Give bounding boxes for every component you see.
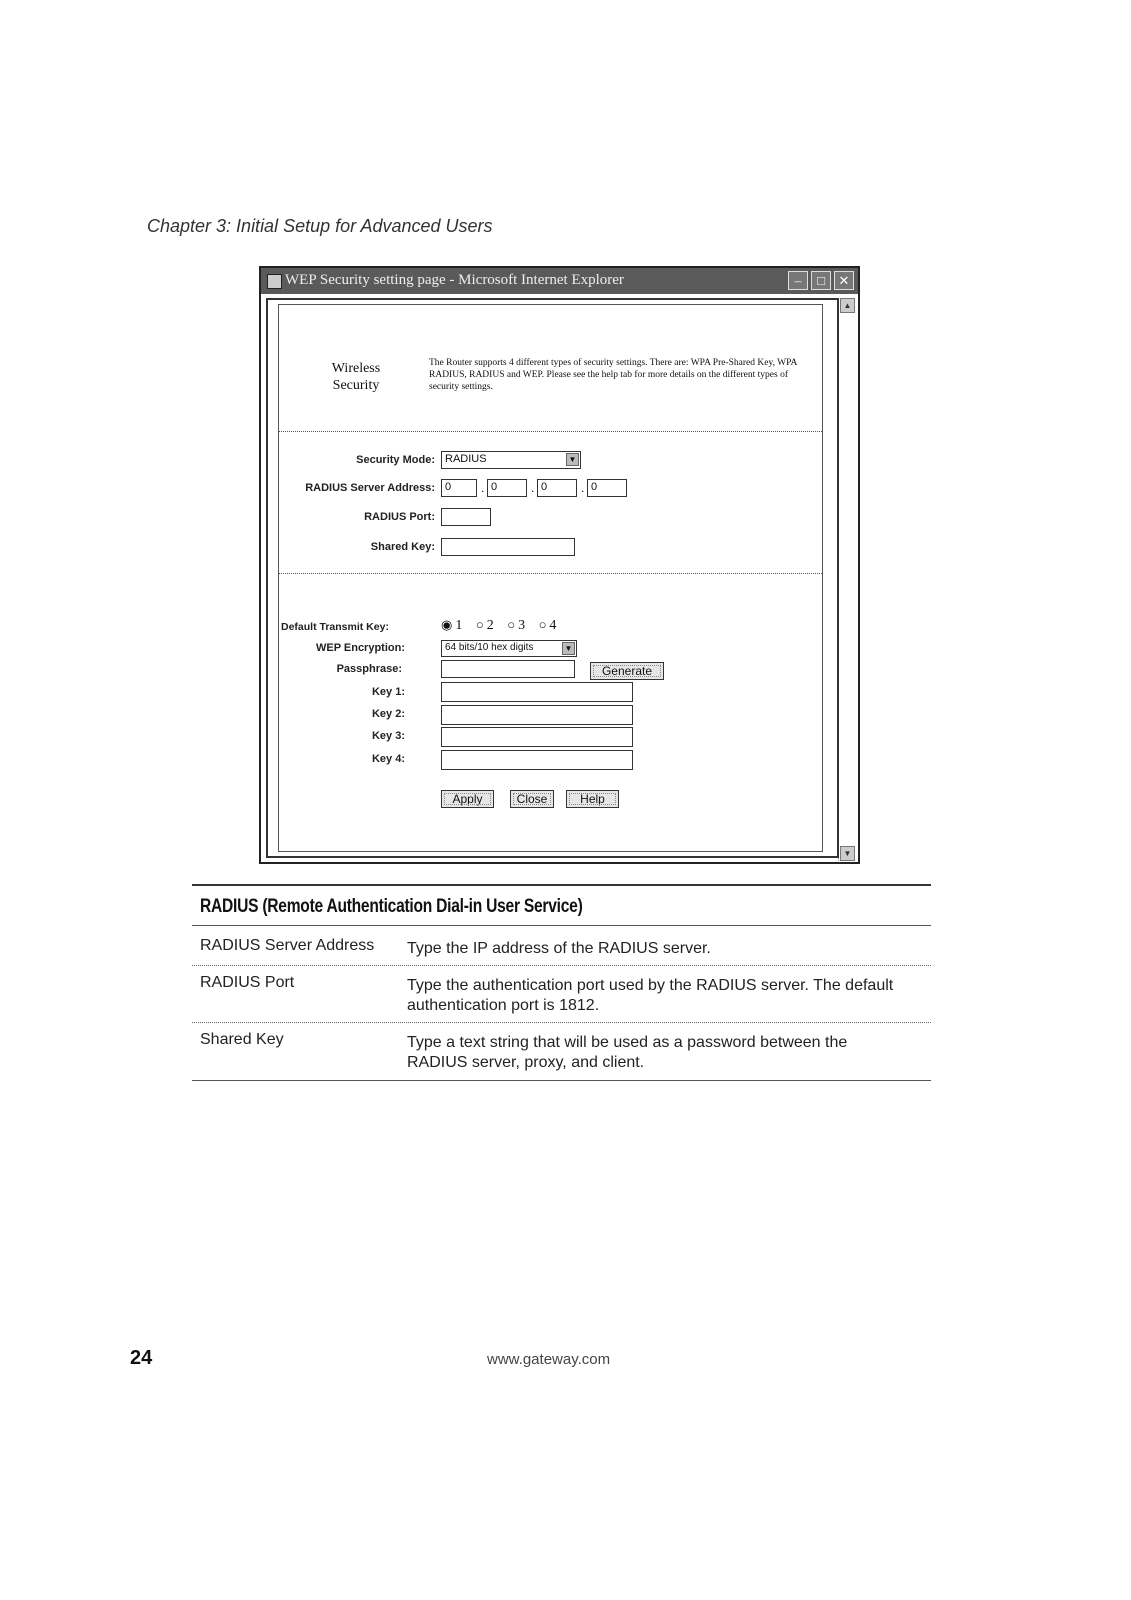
apply-button[interactable]: Apply	[441, 790, 494, 808]
table-top-rule	[192, 884, 931, 886]
close-button[interactable]: Close	[510, 790, 554, 808]
footer-url: www.gateway.com	[487, 1351, 611, 1368]
ip-octet-1-input[interactable]: 0	[441, 479, 477, 497]
table-rule	[192, 925, 931, 926]
ip-separator: .	[481, 481, 485, 495]
wep-encryption-select[interactable]	[441, 640, 577, 657]
transmit-key-radio-2[interactable]: ○ 2	[475, 617, 494, 633]
table-term: Shared Key	[200, 1031, 284, 1048]
table-rule	[192, 1022, 931, 1023]
table-definition: Type the authentication port used by the RADIUS server. The default authentication port is 1812.	[407, 977, 894, 1014]
table-heading: RADIUS (Remote Authentication Dial-in User Service)	[200, 896, 583, 917]
radius-port-label: RADIUS Port:	[364, 511, 435, 523]
radio-empty-icon: ○	[475, 617, 484, 632]
security-mode-select[interactable]	[441, 451, 581, 469]
chapter-header: Chapter 3: Initial Setup for Advanced Users	[147, 216, 493, 236]
ie-app-icon	[267, 274, 282, 289]
close-icon[interactable]: ✕	[834, 271, 854, 290]
page-number: 24	[130, 1347, 153, 1369]
security-description: The Router supports 4 different types of security settings. There are: WPA Pre-Shared Key, WPA RADIUS, RADIUS and WEP. Please see the help tab for more details on the different types of security settings.	[429, 358, 797, 392]
window-title: WEP Security setting page - Microsoft Internet Explorer	[285, 272, 624, 288]
browser-window	[259, 266, 860, 864]
transmit-key-radio-group	[441, 617, 566, 634]
security-mode-label: Security Mode:	[356, 454, 435, 466]
shared-key-label: Shared Key:	[370, 541, 435, 553]
shared-key-input[interactable]	[441, 538, 575, 556]
key-4-label: Key 4:	[371, 753, 405, 765]
passphrase-input[interactable]	[441, 660, 575, 678]
ip-octet-2-input[interactable]: 0	[487, 479, 527, 497]
table-definition: Type a text string that will be used as a password between the RADIUS server, proxy, and client.	[407, 1034, 848, 1071]
table-rule	[192, 965, 931, 966]
scroll-down-icon[interactable]: ▼	[840, 846, 855, 861]
section-divider	[279, 431, 822, 432]
radius-server-address-label: RADIUS Server Address:	[305, 482, 435, 494]
security-mode-value: RADIUS	[445, 453, 487, 465]
transmit-key-radio-4[interactable]: ○ 4	[538, 617, 557, 633]
ip-octet-4-input[interactable]: 0	[587, 479, 627, 497]
transmit-key-radio-1[interactable]: ◉ 1	[441, 617, 463, 633]
key-3-label: Key 3:	[371, 730, 405, 742]
maximize-icon[interactable]: □	[811, 271, 831, 290]
key-3-input[interactable]	[441, 727, 633, 747]
minimize-icon[interactable]: –	[788, 271, 808, 290]
radius-port-input[interactable]	[441, 508, 491, 526]
generate-button[interactable]: Generate	[590, 662, 664, 680]
help-button[interactable]: Help	[566, 790, 619, 808]
window-titlebar	[261, 268, 858, 294]
key-2-label: Key 2:	[371, 708, 405, 720]
transmit-key-radio-3[interactable]: ○ 3	[507, 617, 526, 633]
wep-encryption-value: 64 bits/10 hex digits	[445, 642, 534, 653]
wireless-security-form	[278, 304, 823, 852]
table-definition: Type the IP address of the RADIUS server.	[407, 940, 711, 957]
page-frame	[266, 298, 839, 858]
default-transmit-key-label: Default Transmit Key:	[281, 621, 389, 633]
key-1-label: Key 1:	[371, 686, 405, 698]
ip-separator: .	[581, 481, 585, 495]
chevron-down-icon: ▼	[566, 453, 579, 466]
vertical-scrollbar[interactable]	[838, 298, 854, 861]
section-divider	[279, 573, 822, 574]
wireless-security-title: Wireless Security	[331, 361, 381, 393]
key-4-input[interactable]	[441, 750, 633, 770]
ip-separator: .	[531, 481, 535, 495]
ip-octet-3-input[interactable]: 0	[537, 479, 577, 497]
chevron-down-icon: ▼	[562, 642, 575, 655]
passphrase-label: Passphrase:	[336, 663, 402, 675]
table-term: RADIUS Port	[200, 974, 295, 991]
table-bottom-rule	[192, 1080, 931, 1081]
radio-empty-icon: ○	[507, 617, 516, 632]
wep-encryption-label: WEP Encryption:	[315, 642, 405, 654]
radio-selected-icon: ◉	[441, 617, 453, 632]
radio-empty-icon: ○	[538, 617, 547, 632]
key-1-input[interactable]	[441, 682, 633, 702]
key-2-input[interactable]	[441, 705, 633, 725]
table-term: RADIUS Server Address	[200, 937, 375, 954]
scroll-up-icon[interactable]: ▲	[840, 298, 855, 313]
